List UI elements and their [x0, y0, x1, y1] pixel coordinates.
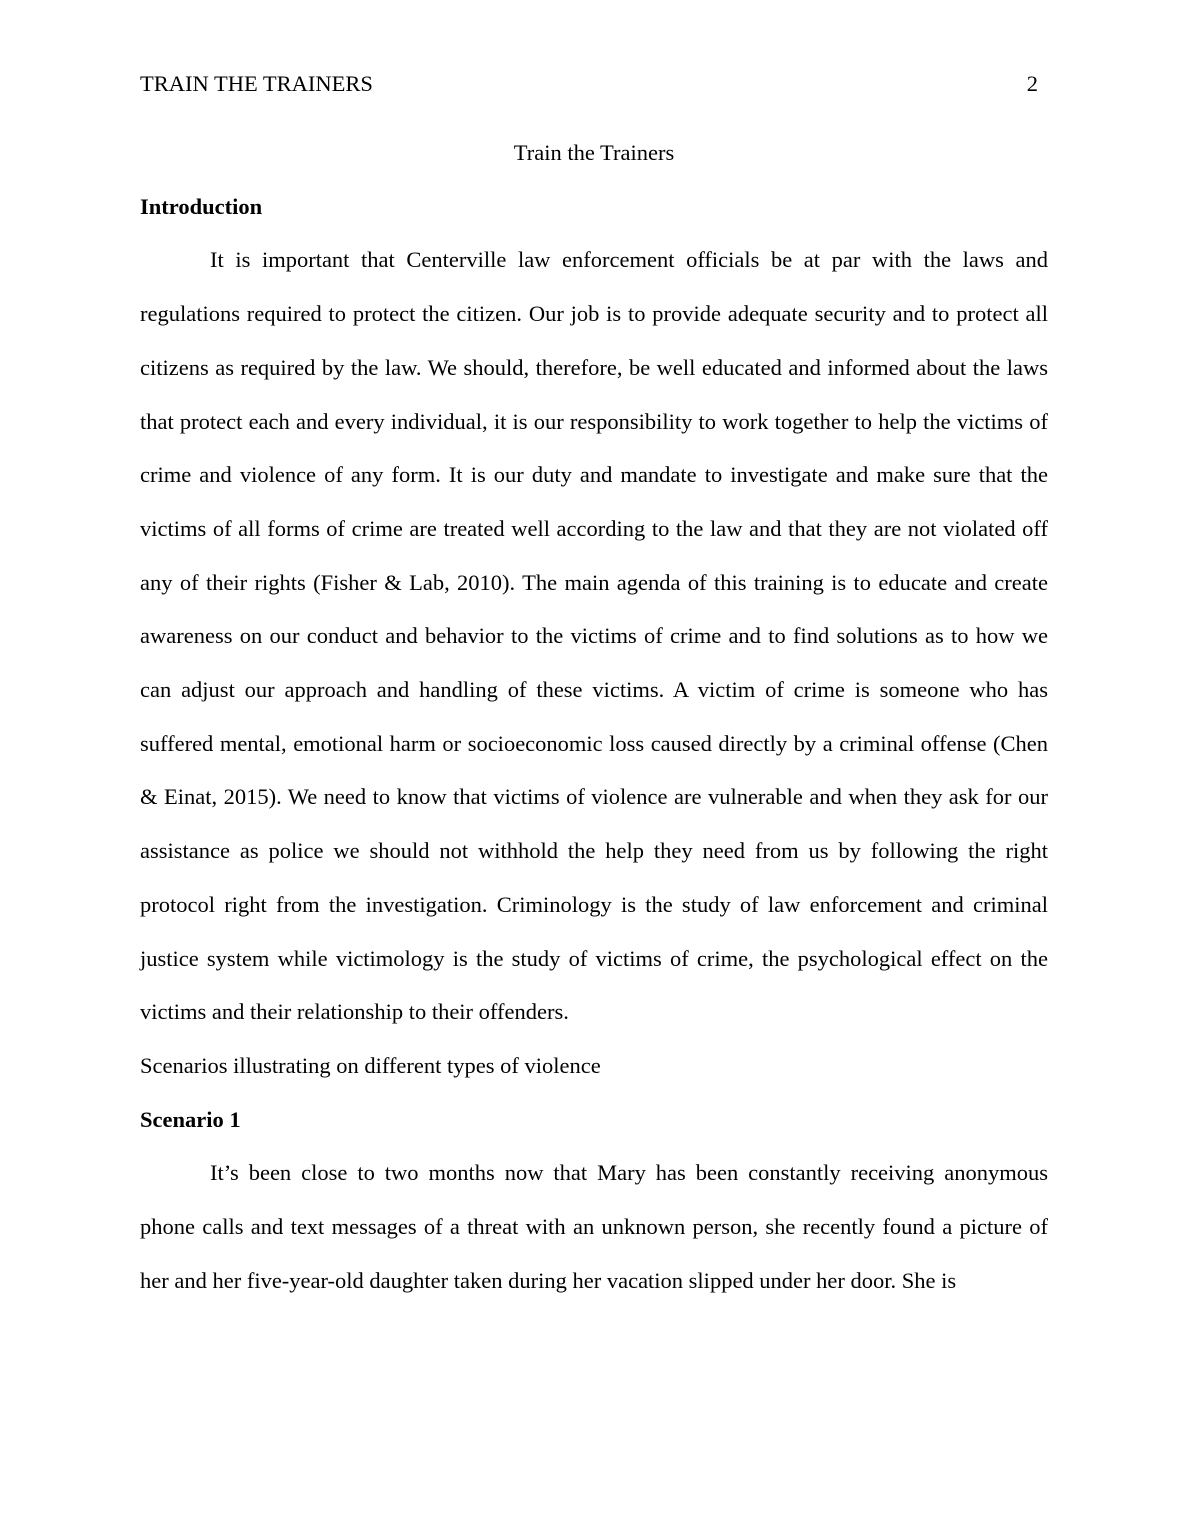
introduction-heading: Introduction — [140, 193, 263, 219]
introduction-paragraph: It is important that Centerville law enforcement officials be at par with the laws and regulations required to protect the citizen. Our job is to provide adequate security and to protect all citizens as required by the law. We should, therefore, be well educated and informed about the laws that protect each and every individual, it is our responsibility to work together to help the victims of crime and violence of any form. It is our duty and mandate to investigate and make sure that the victims of all forms of crime are treated well according to the law and that they are not violated off any of their rights (Fisher & Lab, 2010). The main agenda of this training is to educate and create awareness on our conduct and behavior to the victims of crime and to find solutions as to how we can adjust our approach and handling of these victims. A victim of crime is someone who has suffered mental, emotional harm or socioeconomic loss caused directly by a criminal offense (Chen & Einat, 2015). We need to know that victims of violence are vulnerable and when they ask for our assistance as police we should not withhold the help they need from us by following the right protocol right from the investigation. Criminology is the study of law enforcement and criminal justice system while victimology is the study of victims of crime, the psychological effect on the victims and their relationship to their offenders. — [140, 247, 1048, 1025]
page-number: 2 — [1026, 71, 1038, 96]
scenarios-intro-line: Scenarios illustrating on different types of violence — [140, 1052, 601, 1078]
scenario-1-paragraph: It’s been close to two months now that Mary has been constantly receiving anonymous phone calls and text messages of a threat with an unknown person, she recently found a picture of her and her five-year-old daughter taken during her vacation slipped under her door. She is — [140, 1160, 1048, 1293]
scenario-1-heading: Scenario 1 — [140, 1106, 241, 1132]
document-title: Train the Trainers — [513, 140, 675, 165]
document-body — [140, 126, 1048, 1307]
running-head: TRAIN THE TRAINERS — [140, 71, 373, 96]
